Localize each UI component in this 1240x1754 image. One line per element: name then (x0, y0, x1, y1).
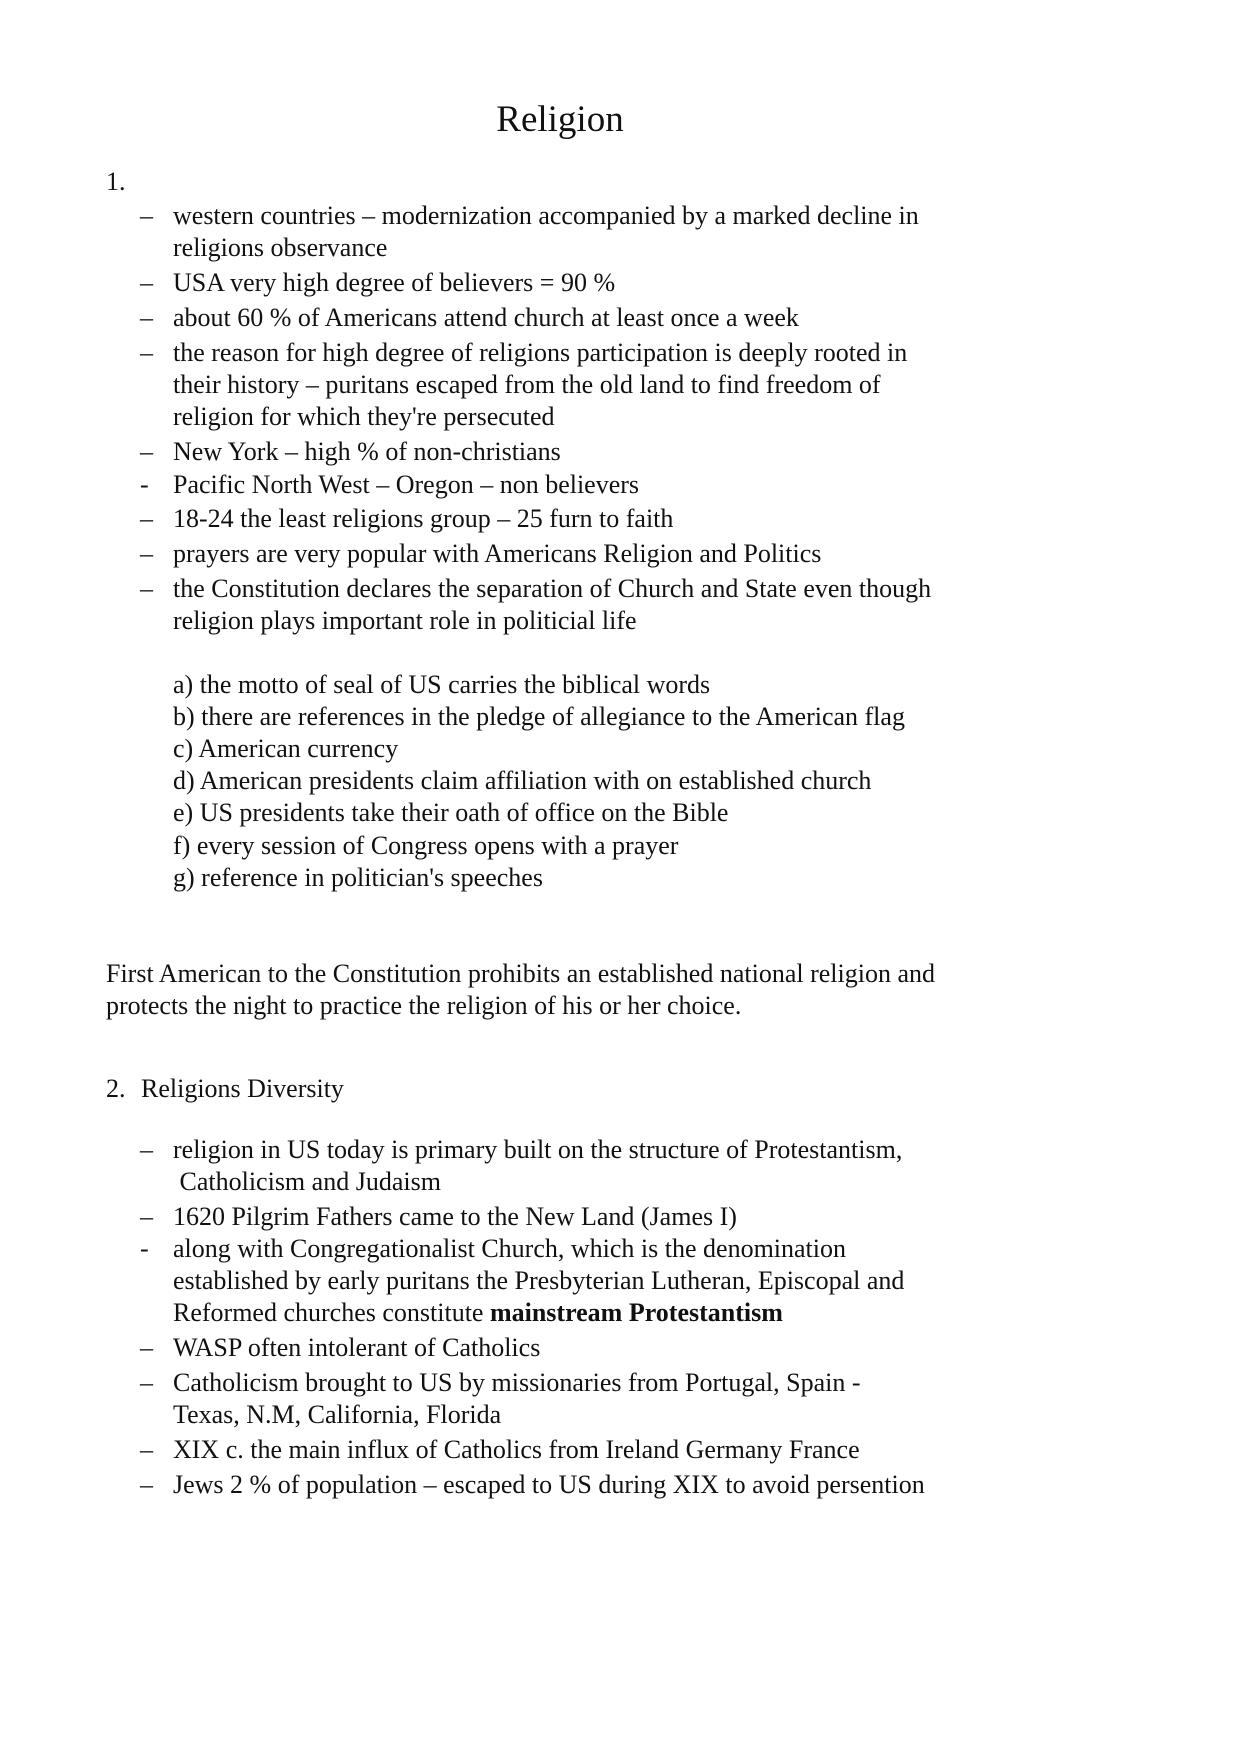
dash-bullet: – (140, 1435, 153, 1464)
list-item: along with Congregationalist Church, which is the denomination (173, 1234, 847, 1263)
list-item-continuation: Catholicism and Judaism (173, 1167, 441, 1196)
list-item: XIX c. the main influx of Catholics from Ireland Germany France (173, 1435, 860, 1464)
sublist-item-f: f) every session of Congress opens with a prayer (173, 831, 679, 860)
dash-bullet: – (140, 504, 153, 533)
dash-bullet: – (140, 1135, 153, 1164)
dash-bullet: – (140, 539, 153, 568)
list-item: the reason for high degree of religions participation is deeply rooted in (173, 338, 908, 367)
list-item-continuation: established by early puritans the Presbyterian Lutheran, Episcopal and (173, 1266, 905, 1295)
dash-bullet: – (140, 268, 153, 297)
sublist-item-g: g) reference in politician's speeches (173, 863, 543, 892)
section-1-number: 1. (106, 167, 126, 196)
list-item-continuation: their history – puritans escaped from the old land to find freedom of (173, 370, 881, 399)
dash-bullet: – (140, 201, 153, 230)
list-item-continuation: religions observance (173, 233, 388, 262)
list-item-continuation (173, 1297, 783, 1329)
list-item: Catholicism brought to US by missionaries from Portugal, Spain - (173, 1368, 861, 1397)
dash-bullet: – (140, 574, 153, 603)
dash-bullet: – (140, 1368, 153, 1397)
list-item: the Constitution declares the separation of Church and State even though (173, 574, 932, 603)
list-item-continuation: religion for which they're persecuted (173, 402, 555, 431)
dash-bullet: – (140, 303, 153, 332)
sublist-item-c: c) American currency (173, 734, 399, 763)
list-item: prayers are very popular with Americans Religion and Politics (173, 539, 822, 568)
plain-text: Reformed churches constitute (173, 1298, 490, 1327)
list-item: 1620 Pilgrim Fathers came to the New Land (James I) (173, 1202, 737, 1231)
sublist-item-a: a) the motto of seal of US carries the biblical words (173, 670, 711, 699)
list-item: Pacific North West – Oregon – non believers (173, 470, 640, 499)
sublist-item-b: b) there are references in the pledge of allegiance to the American flag (173, 702, 905, 731)
dash-bullet: – (140, 437, 153, 466)
list-item: WASP often intolerant of Catholics (173, 1333, 541, 1362)
dash-bullet: – (140, 1470, 153, 1499)
section-2-number: 2. (106, 1074, 126, 1103)
section-2-heading: Religions Diversity (141, 1074, 344, 1103)
paragraph-line: First American to the Constitution prohibits an established national religion and (106, 959, 935, 988)
sublist-item-e: e) US presidents take their oath of office on the Bible (173, 798, 729, 827)
bold-term: mainstream Protestantism (489, 1298, 783, 1327)
list-item: 18-24 the least religions group – 25 furn to faith (173, 504, 674, 533)
list-item-continuation: Texas, N.M, California, Florida (173, 1400, 502, 1429)
sublist-item-d: d) American presidents claim affiliation with on established church (173, 766, 872, 795)
list-item: western countries – modernization accompanied by a marked decline in (173, 201, 919, 230)
hyphen-bullet: - (140, 1234, 149, 1263)
list-item: New York – high % of non-christians (173, 437, 561, 466)
list-item: Jews 2 % of population – escaped to US during XIX to avoid persention (173, 1470, 925, 1499)
list-item: religion in US today is primary built on the structure of Protestantism, (173, 1135, 903, 1164)
dash-bullet: – (140, 1202, 153, 1231)
dash-bullet: – (140, 338, 153, 367)
list-item: about 60 % of Americans attend church at least once a week (173, 303, 799, 332)
hyphen-bullet: - (140, 470, 149, 499)
paragraph-line: protects the night to practice the religion of his or her choice. (106, 991, 742, 1020)
list-item: USA very high degree of believers = 90 % (173, 268, 616, 297)
list-item-continuation: religion plays important role in politicial life (173, 606, 637, 635)
dash-bullet: – (140, 1333, 153, 1362)
page-title: Religion (496, 99, 624, 140)
